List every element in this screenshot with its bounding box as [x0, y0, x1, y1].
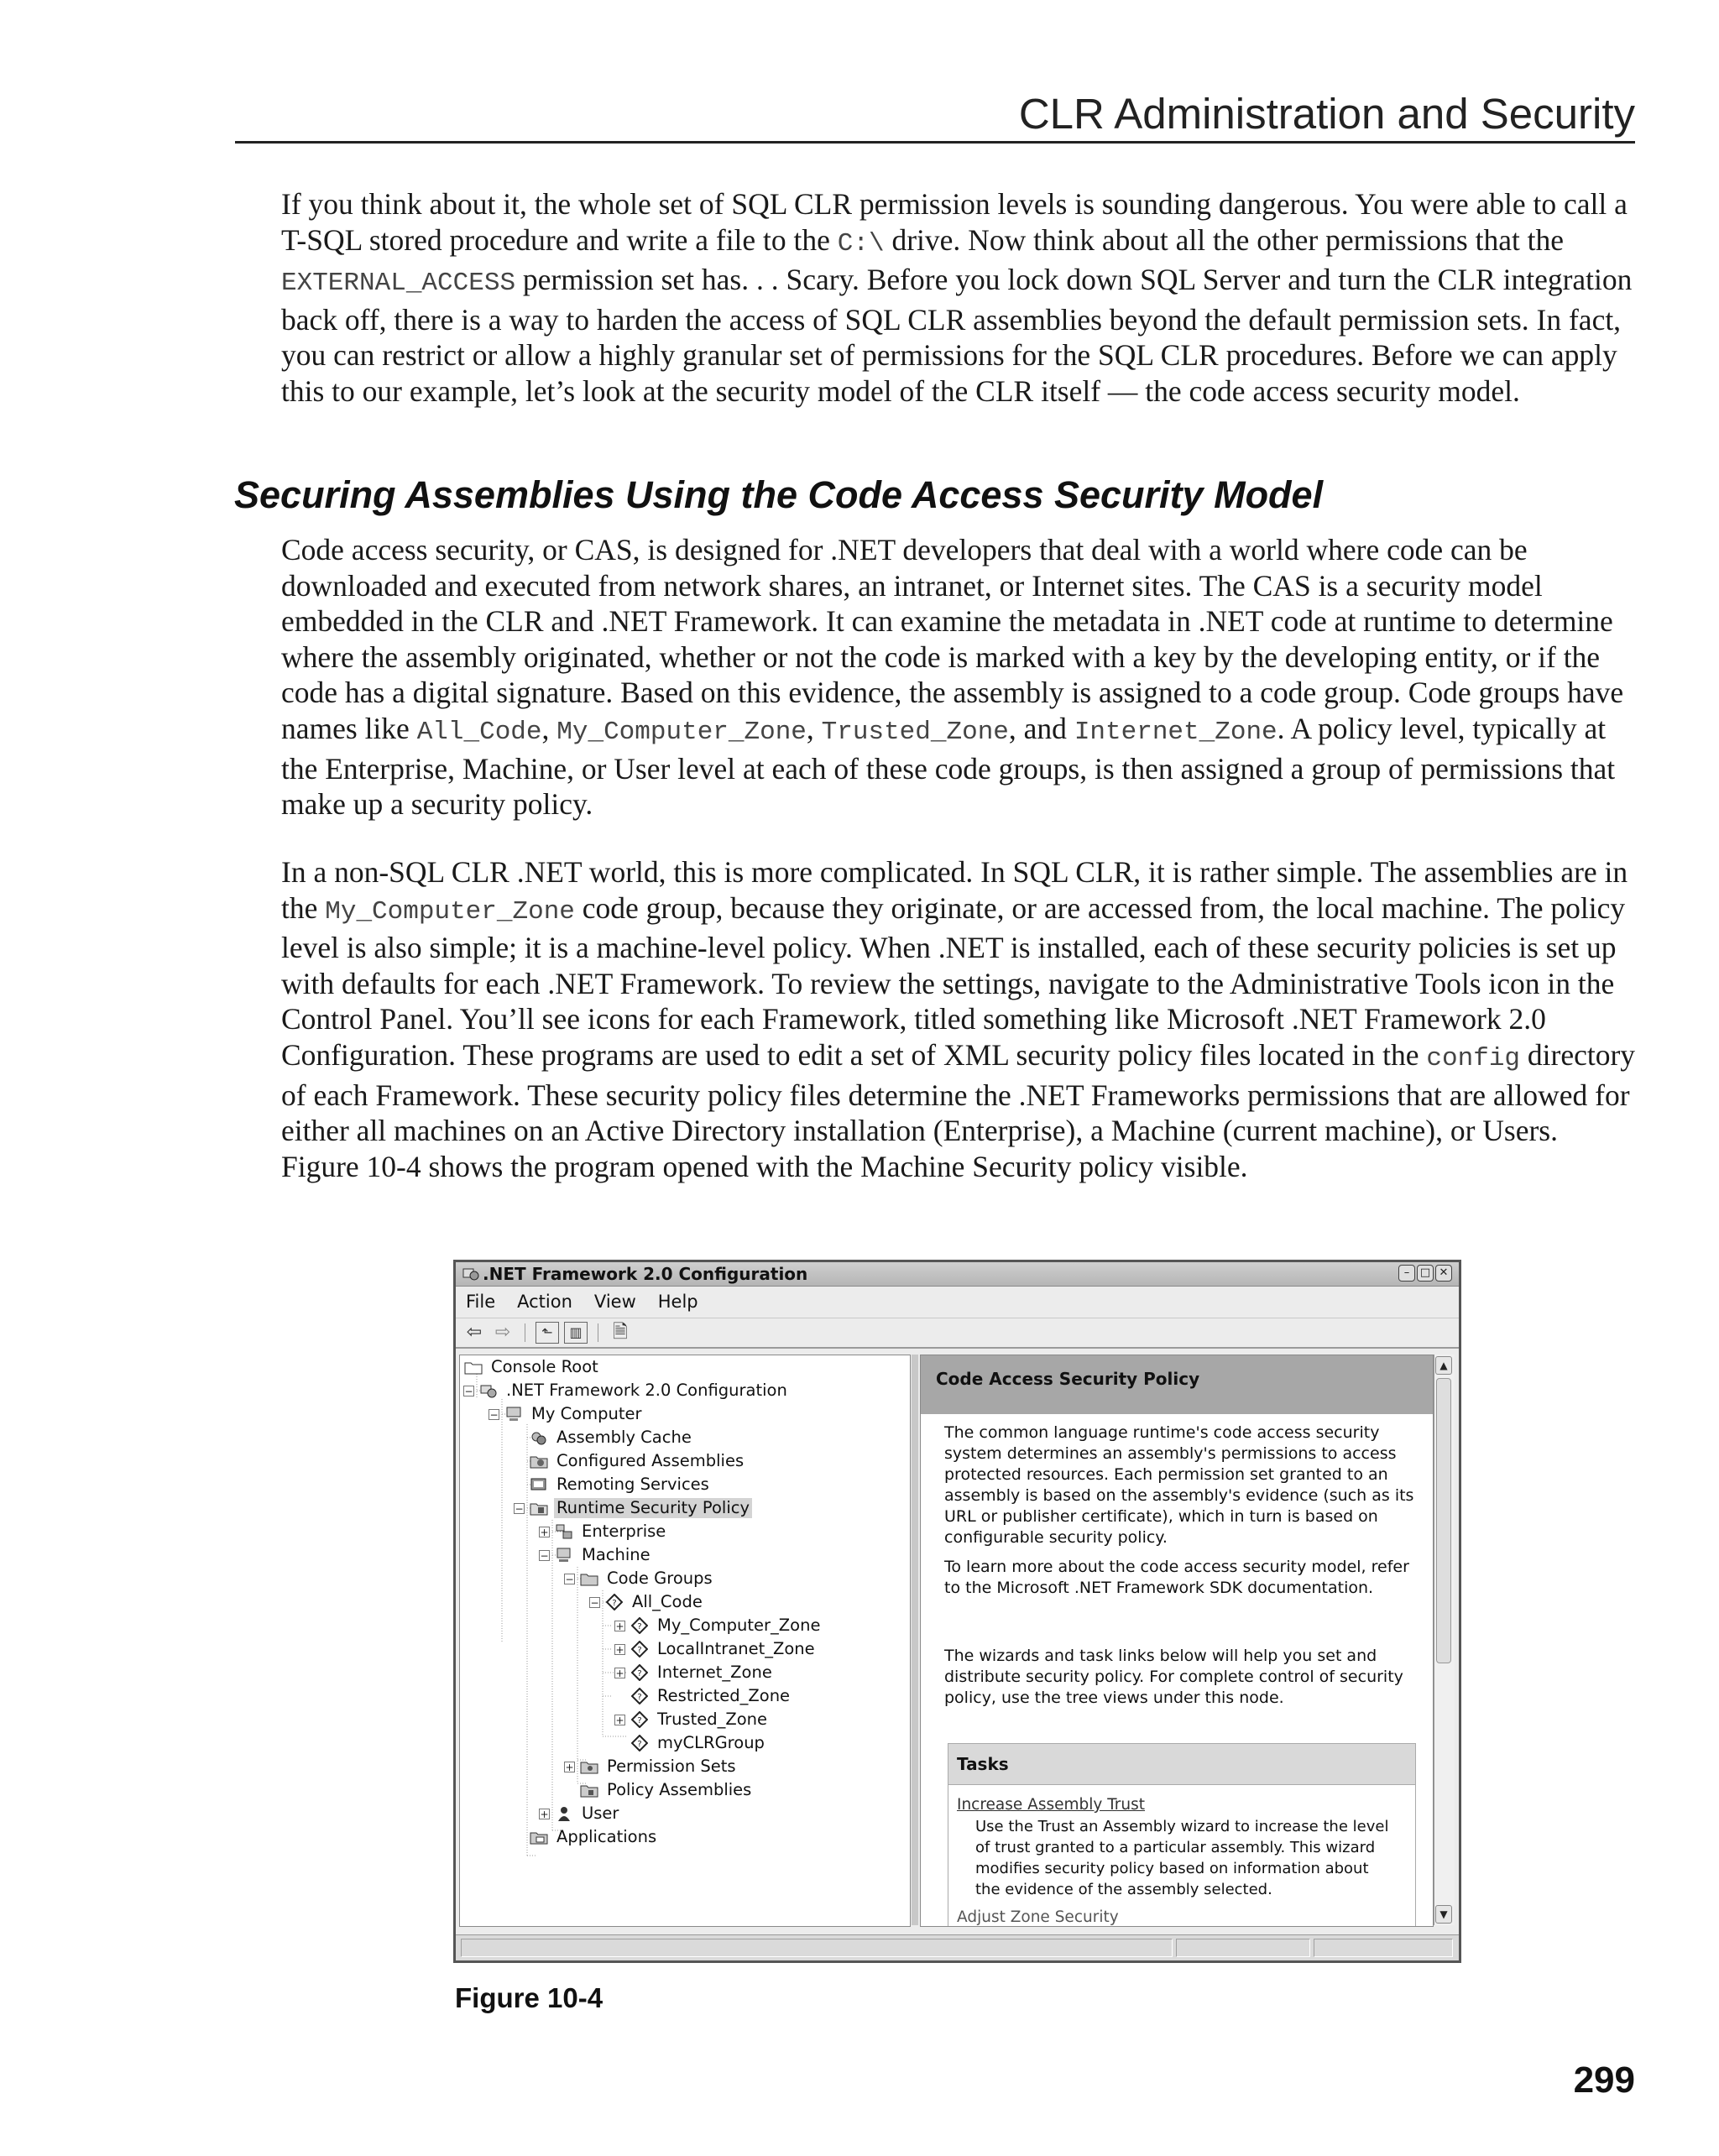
svg-text:?: ? — [637, 1622, 642, 1631]
menu-view[interactable]: View — [593, 1292, 636, 1312]
inline-code: Internet_Zone — [1074, 717, 1277, 747]
gear-computer-icon — [478, 1381, 499, 1400]
scroll-thumb[interactable] — [1436, 1378, 1451, 1663]
vertical-scrollbar[interactable] — [1434, 1355, 1455, 1925]
menu-help[interactable]: Help — [657, 1292, 698, 1312]
paragraph-1: If you think about it, the whole set of SQL CLR permission levels is sounding dangerous. You were able to call a T-SQL stored procedure and write a file to the C:\ drive. Now think about all the other permissions that the EXTERNAL_ACCESS permission set has. . . Scary. Before you lock down SQL Server and turn the CLR integration back off, there is a way to harden the access of SQL CLR assemblies beyond the default permission sets. In fact, you can restrict or allow a highly granular set of permissions for the SQL CLR procedures. Before we can apply this to our example, let’s look at the security model of the CLR itself — the code access security model. — [281, 187, 1633, 408]
remoting-icon — [529, 1475, 549, 1494]
menu-file[interactable]: File — [466, 1292, 496, 1312]
collapse-icon[interactable]: − — [565, 1573, 574, 1585]
task-description: Use the Trust an Assembly wizard to increase the level of trust granted to a particular assembly. This wizard modifies security policy based on information about the evidence of the assembly selected. — [975, 1818, 1389, 1898]
close-button[interactable]: ✕ — [1435, 1265, 1452, 1282]
tree-item-applications[interactable]: Applications — [529, 1825, 659, 1849]
tree-item-console-root[interactable]: Console Root — [463, 1355, 601, 1379]
permission-sets-folder-icon — [579, 1757, 599, 1776]
code-group-icon — [630, 1734, 650, 1752]
code-groups-folder-icon — [579, 1569, 599, 1588]
increase-assembly-trust-link[interactable]: Increase Assembly Trust — [957, 1796, 1146, 1814]
paragraph-3: In a non-SQL CLR .NET world, this is more complicated. In SQL CLR, it is rather simple. The assemblies are in the My_Computer_Zone code group, because they originate, or are accessed from, the local machine. The policy level is also simple; it is a machine-level policy. When .NET is installed, each of these security policies is set up with defaults for each .NET Framework. To review the settings, navigate to the Administrative Tools icon in the Control Panel. You’ll see icons for each Framework, titled something like Microsoft .NET Framework 2.0 Configuration. These programs are used to edit a set of XML security policy files located in the config directory of each Framework. These security policy files determine the .NET Frameworks permissions that are allowed for either all machines on an Active Directory installation (Enterprise), a Machine (current machine), or Users. Figure 10-4 shows the program opened with the Machine Security policy visible. — [281, 855, 1636, 1183]
code-group-icon — [630, 1640, 650, 1658]
tree-pane — [459, 1355, 911, 1927]
pane-splitter[interactable] — [912, 1355, 918, 1925]
code-group-icon — [630, 1616, 650, 1635]
tree-item-my-computer-zone[interactable]: + ? My_Computer_Zone — [615, 1616, 821, 1635]
minimize-button[interactable]: – — [1398, 1265, 1415, 1282]
show-tree-icon[interactable]: ▥ — [564, 1322, 588, 1344]
title-bar — [456, 1262, 1459, 1287]
window-title: .NET Framework 2.0 Configuration — [483, 1264, 808, 1284]
policy-assemblies-folder-icon — [579, 1781, 599, 1799]
content-paragraph: The wizards and task links below will help you set and distribute security policy. For complete control of security policy, use the tree views under this node. — [944, 1647, 1403, 1707]
tree-item-my-computer[interactable]: − My Computer — [489, 1404, 642, 1423]
content-pane — [920, 1355, 1434, 1927]
collapse-icon[interactable]: − — [540, 1549, 549, 1562]
maximize-button[interactable]: □ — [1417, 1265, 1434, 1282]
code-group-icon — [604, 1593, 624, 1611]
tree-item-restricted-zone[interactable]: ? Restricted_Zone — [614, 1684, 792, 1708]
paragraph-2: Code access security, or CAS, is designed for .NET developers that deal with a world where code can be downloaded and executed from network shares, an intranet, or Internet sites. The CAS is a security model embedded in the CLR and .NET Framework. It can examine the metadata in .NET code at runtime to determine where the assembly originated, whether or not the code is marked with a key by the developing entity, or if the code has a digital signature. Based on this evidence, the assembly is assigned to a code group. Code groups have names like All_Code, My_Computer_Zone, Trusted_Zone, and Internet_Zone. A policy level, typically at the Enterprise, Machine, or User level at each of these code groups, is then assigned a group of permissions that make up a security policy. — [281, 533, 1624, 822]
cache-icon — [529, 1428, 549, 1447]
status-segment — [1314, 1939, 1453, 1957]
app-icon — [462, 1266, 479, 1282]
properties-icon[interactable]: 🗎 — [613, 1322, 628, 1343]
menu-bar — [456, 1287, 1459, 1316]
svg-text:?: ? — [637, 1646, 642, 1655]
tree-item-all-code[interactable]: − ? All_Code — [590, 1592, 703, 1611]
figure-caption: Figure 10-4 — [455, 1982, 603, 2013]
expand-icon[interactable]: + — [615, 1643, 624, 1656]
tree-item-internet-zone[interactable]: + ? Internet_Zone — [615, 1663, 772, 1682]
svg-text:?: ? — [637, 1693, 642, 1702]
tree-item-configured-assemblies[interactable]: Configured Assemblies — [529, 1449, 746, 1473]
status-segment — [1176, 1939, 1310, 1957]
tree-item-my-clr-group[interactable]: ? myCLRGroup — [614, 1731, 767, 1755]
running-head: CLR Administration and Security — [235, 91, 1635, 144]
inline-code: config — [1426, 1043, 1521, 1073]
expand-icon[interactable]: + — [615, 1667, 624, 1679]
tree-item-code-groups[interactable]: − Code Groups — [565, 1569, 713, 1588]
tasks-title: Tasks — [957, 1754, 1009, 1774]
code-group-icon — [630, 1663, 650, 1682]
inline-code: All_Code — [416, 717, 542, 747]
expand-icon[interactable]: + — [615, 1714, 624, 1726]
back-arrow-icon[interactable]: ⇦ — [466, 1322, 483, 1343]
tree-item-remoting-services[interactable]: Remoting Services — [529, 1473, 712, 1496]
section-heading: Securing Assemblies Using the Code Access Security Model — [234, 473, 1324, 516]
content-paragraph: To learn more about the code access security model, refer to the Microsoft .NET Framework SDK documentation. — [944, 1558, 1409, 1597]
svg-text:?: ? — [637, 1716, 642, 1725]
status-bar — [456, 1934, 1459, 1960]
user-icon — [554, 1804, 574, 1823]
enterprise-icon — [554, 1522, 574, 1541]
code-group-icon — [630, 1710, 650, 1729]
tree-item-user[interactable]: + User — [540, 1804, 619, 1823]
menu-action[interactable]: Action — [517, 1292, 572, 1312]
tree-item-policy-assemblies[interactable]: Policy Assemblies — [564, 1778, 754, 1802]
app-window-screenshot — [453, 1260, 1461, 1963]
content-title: Code Access Security Policy — [936, 1369, 1200, 1389]
collapse-icon[interactable]: − — [464, 1385, 473, 1397]
tree-item-local-intranet-zone[interactable]: + ? LocalIntranet_Zone — [615, 1639, 815, 1658]
code-group-icon — [630, 1687, 650, 1705]
tree-item-assembly-cache[interactable]: Assembly Cache — [529, 1426, 694, 1449]
tree-item-permission-sets[interactable]: + Permission Sets — [565, 1757, 736, 1776]
expand-icon[interactable]: + — [615, 1620, 624, 1632]
window-controls — [1398, 1265, 1452, 1282]
tree-item-runtime-security-policy[interactable]: − Runtime Security Policy — [514, 1496, 752, 1520]
forward-arrow-icon[interactable]: ⇨ — [494, 1322, 511, 1343]
tree-item-enterprise[interactable]: + Enterprise — [540, 1522, 666, 1541]
svg-text:?: ? — [637, 1669, 642, 1678]
expand-icon[interactable]: + — [540, 1808, 549, 1820]
tree-item-trusted-zone[interactable]: + ? Trusted_Zone — [615, 1710, 767, 1729]
folder-gear-icon — [529, 1452, 549, 1470]
policy-folder-icon — [529, 1499, 549, 1517]
page-number: 299 — [1573, 2059, 1635, 2101]
applications-folder-icon — [529, 1828, 549, 1846]
tasks-header — [948, 1744, 1415, 1785]
tree-item-net-config[interactable]: − .NET Framework 2.0 Configuration — [464, 1381, 787, 1400]
collapse-icon[interactable]: − — [489, 1408, 499, 1421]
content-paragraph: The common language runtime's code access security system determines an assembly's permissions to access protected resources. Each permission set granted to an assembly is based on the assembly's evidence (such as its URL or publisher certificate), which in turn is based on configurable security policy. — [944, 1423, 1414, 1547]
scroll-up-icon[interactable]: ▲ — [1435, 1356, 1452, 1375]
content-header — [921, 1355, 1433, 1414]
tasks-panel — [948, 1743, 1416, 1927]
collapse-icon[interactable]: − — [515, 1502, 524, 1515]
computer-icon — [504, 1405, 524, 1423]
svg-text:?: ? — [637, 1740, 642, 1749]
collapse-icon[interactable]: − — [590, 1596, 599, 1609]
expand-icon[interactable]: + — [565, 1761, 574, 1773]
up-level-icon[interactable]: ⬑ — [536, 1322, 559, 1344]
tree-item-machine[interactable]: − Machine — [540, 1545, 651, 1564]
inline-code: My_Computer_Zone — [556, 717, 807, 747]
expand-icon[interactable]: + — [540, 1526, 549, 1538]
toolbar — [456, 1318, 1459, 1349]
svg-text:?: ? — [612, 1599, 617, 1608]
scroll-down-icon[interactable]: ▼ — [1435, 1905, 1452, 1924]
status-segment — [461, 1939, 1173, 1957]
inline-code: My_Computer_Zone — [325, 896, 575, 927]
inline-code: C:\ — [837, 228, 885, 258]
folder-icon — [463, 1358, 483, 1376]
inline-code: Trusted_Zone — [821, 717, 1009, 747]
adjust-zone-security-link[interactable]: Adjust Zone Security — [957, 1908, 1119, 1926]
inline-code: EXTERNAL_ACCESS — [281, 269, 516, 299]
machine-icon — [554, 1546, 574, 1564]
